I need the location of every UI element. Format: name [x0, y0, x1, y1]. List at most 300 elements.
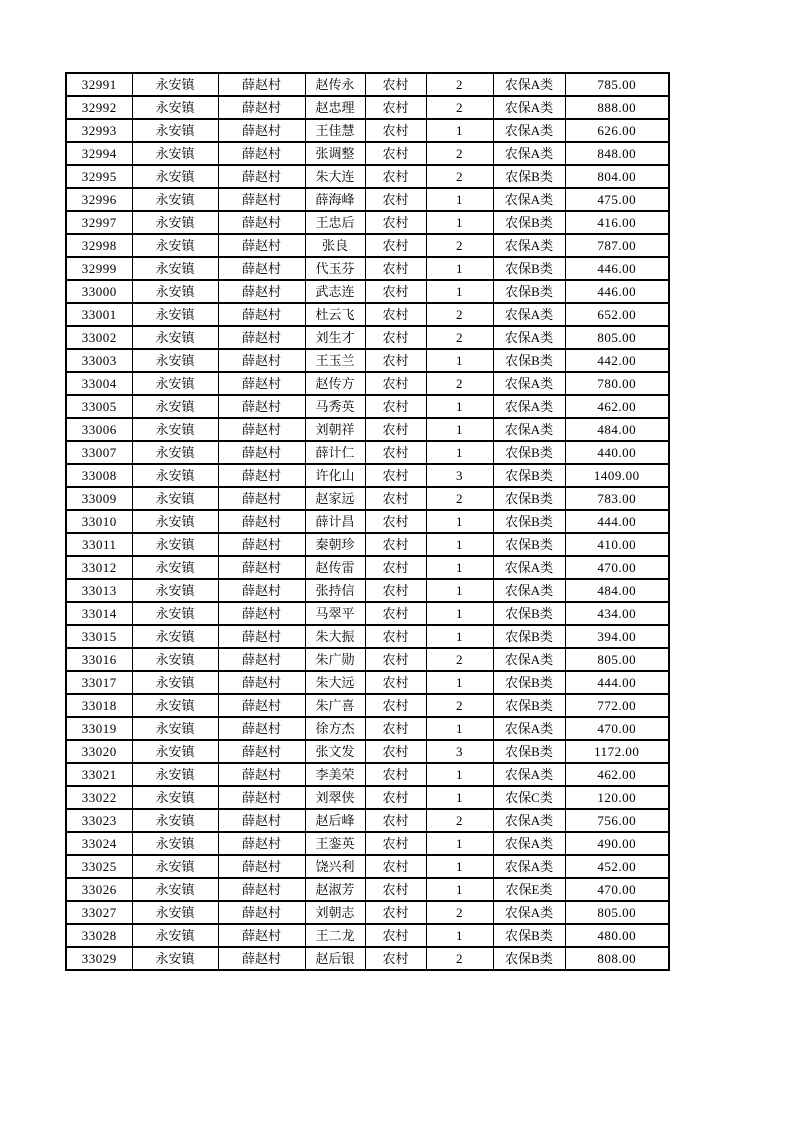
- table-row: [66, 234, 669, 257]
- cell-town: 永安镇: [132, 303, 218, 326]
- cell-person-name: 杜云飞: [305, 303, 365, 326]
- cell-record-id: 33015: [66, 625, 132, 648]
- cell-household-type: 农村: [365, 303, 426, 326]
- table-row: [66, 510, 669, 533]
- cell-household-type: 农村: [365, 556, 426, 579]
- cell-person-count: 1: [426, 510, 493, 533]
- cell-amount: 480.00: [565, 924, 669, 947]
- cell-insurance-category: 农保A类: [493, 648, 565, 671]
- cell-record-id: 33021: [66, 763, 132, 786]
- cell-amount: 446.00: [565, 257, 669, 280]
- cell-amount: 756.00: [565, 809, 669, 832]
- cell-household-type: 农村: [365, 901, 426, 924]
- cell-person-count: 1: [426, 717, 493, 740]
- cell-household-type: 农村: [365, 188, 426, 211]
- cell-village: 薛赵村: [218, 901, 305, 924]
- cell-village: 薛赵村: [218, 648, 305, 671]
- cell-amount: 772.00: [565, 694, 669, 717]
- cell-amount: 470.00: [565, 878, 669, 901]
- cell-person-count: 1: [426, 556, 493, 579]
- cell-person-count: 1: [426, 418, 493, 441]
- table-row: [66, 625, 669, 648]
- cell-insurance-category: 农保B类: [493, 165, 565, 188]
- cell-amount: 626.00: [565, 119, 669, 142]
- cell-town: 永安镇: [132, 280, 218, 303]
- table-body: [66, 73, 669, 970]
- cell-insurance-category: 农保B类: [493, 487, 565, 510]
- cell-village: 薛赵村: [218, 625, 305, 648]
- cell-person-name: 武志连: [305, 280, 365, 303]
- table-row: [66, 257, 669, 280]
- cell-amount: 848.00: [565, 142, 669, 165]
- cell-person-count: 1: [426, 625, 493, 648]
- table-row: [66, 418, 669, 441]
- cell-person-name: 王忠后: [305, 211, 365, 234]
- cell-insurance-category: 农保A类: [493, 855, 565, 878]
- cell-amount: 785.00: [565, 73, 669, 96]
- cell-person-name: 朱大振: [305, 625, 365, 648]
- cell-insurance-category: 农保A类: [493, 326, 565, 349]
- table-row: [66, 142, 669, 165]
- cell-amount: 484.00: [565, 579, 669, 602]
- cell-amount: 787.00: [565, 234, 669, 257]
- cell-insurance-category: 农保B类: [493, 924, 565, 947]
- cell-record-id: 33019: [66, 717, 132, 740]
- cell-record-id: 33009: [66, 487, 132, 510]
- cell-record-id: 33025: [66, 855, 132, 878]
- cell-household-type: 农村: [365, 96, 426, 119]
- cell-person-count: 2: [426, 901, 493, 924]
- cell-person-name: 王銮英: [305, 832, 365, 855]
- table-row: [66, 763, 669, 786]
- cell-person-name: 刘朝祥: [305, 418, 365, 441]
- cell-household-type: 农村: [365, 924, 426, 947]
- cell-person-name: 朱广勋: [305, 648, 365, 671]
- table-row: [66, 855, 669, 878]
- cell-person-name: 薛计昌: [305, 510, 365, 533]
- table-row: [66, 349, 669, 372]
- cell-village: 薛赵村: [218, 165, 305, 188]
- cell-village: 薛赵村: [218, 717, 305, 740]
- cell-person-name: 刘朝志: [305, 901, 365, 924]
- cell-town: 永安镇: [132, 717, 218, 740]
- cell-amount: 780.00: [565, 372, 669, 395]
- cell-household-type: 农村: [365, 717, 426, 740]
- cell-record-id: 33018: [66, 694, 132, 717]
- cell-record-id: 32998: [66, 234, 132, 257]
- cell-village: 薛赵村: [218, 418, 305, 441]
- cell-village: 薛赵村: [218, 740, 305, 763]
- cell-person-count: 1: [426, 579, 493, 602]
- cell-person-count: 2: [426, 73, 493, 96]
- cell-record-id: 33006: [66, 418, 132, 441]
- cell-amount: 805.00: [565, 901, 669, 924]
- cell-record-id: 32994: [66, 142, 132, 165]
- table-row: [66, 96, 669, 119]
- cell-person-count: 2: [426, 809, 493, 832]
- cell-village: 薛赵村: [218, 464, 305, 487]
- table-row: [66, 395, 669, 418]
- table-row: [66, 648, 669, 671]
- cell-record-id: 33008: [66, 464, 132, 487]
- cell-insurance-category: 农保A类: [493, 372, 565, 395]
- cell-household-type: 农村: [365, 763, 426, 786]
- cell-insurance-category: 农保A类: [493, 901, 565, 924]
- cell-town: 永安镇: [132, 855, 218, 878]
- cell-insurance-category: 农保A类: [493, 579, 565, 602]
- cell-insurance-category: 农保B类: [493, 510, 565, 533]
- cell-town: 永安镇: [132, 73, 218, 96]
- cell-village: 薛赵村: [218, 257, 305, 280]
- table-row: [66, 372, 669, 395]
- cell-amount: 805.00: [565, 648, 669, 671]
- cell-person-name: 刘翠侠: [305, 786, 365, 809]
- cell-village: 薛赵村: [218, 395, 305, 418]
- cell-town: 永安镇: [132, 326, 218, 349]
- cell-village: 薛赵村: [218, 372, 305, 395]
- cell-village: 薛赵村: [218, 878, 305, 901]
- cell-record-id: 33012: [66, 556, 132, 579]
- cell-town: 永安镇: [132, 395, 218, 418]
- cell-person-name: 赵忠理: [305, 96, 365, 119]
- cell-person-name: 王二龙: [305, 924, 365, 947]
- cell-person-count: 1: [426, 786, 493, 809]
- cell-town: 永安镇: [132, 418, 218, 441]
- cell-village: 薛赵村: [218, 832, 305, 855]
- cell-record-id: 33004: [66, 372, 132, 395]
- cell-record-id: 33022: [66, 786, 132, 809]
- cell-insurance-category: 农保A类: [493, 809, 565, 832]
- cell-village: 薛赵村: [218, 119, 305, 142]
- pension-roster-table: [65, 72, 670, 971]
- cell-village: 薛赵村: [218, 349, 305, 372]
- cell-town: 永安镇: [132, 188, 218, 211]
- cell-person-count: 1: [426, 280, 493, 303]
- cell-village: 薛赵村: [218, 602, 305, 625]
- cell-person-count: 3: [426, 740, 493, 763]
- cell-person-name: 赵后峰: [305, 809, 365, 832]
- cell-amount: 490.00: [565, 832, 669, 855]
- cell-household-type: 农村: [365, 234, 426, 257]
- cell-record-id: 33001: [66, 303, 132, 326]
- cell-person-count: 1: [426, 257, 493, 280]
- table-row: [66, 740, 669, 763]
- cell-person-name: 李美荣: [305, 763, 365, 786]
- cell-household-type: 农村: [365, 533, 426, 556]
- table-row: [66, 878, 669, 901]
- cell-amount: 1409.00: [565, 464, 669, 487]
- cell-household-type: 农村: [365, 395, 426, 418]
- cell-town: 永安镇: [132, 924, 218, 947]
- cell-village: 薛赵村: [218, 763, 305, 786]
- cell-household-type: 农村: [365, 326, 426, 349]
- table-row: [66, 579, 669, 602]
- cell-town: 永安镇: [132, 510, 218, 533]
- table-row: [66, 211, 669, 234]
- cell-person-name: 许化山: [305, 464, 365, 487]
- cell-household-type: 农村: [365, 372, 426, 395]
- cell-household-type: 农村: [365, 349, 426, 372]
- cell-insurance-category: 农保C类: [493, 786, 565, 809]
- cell-amount: 652.00: [565, 303, 669, 326]
- cell-village: 薛赵村: [218, 579, 305, 602]
- cell-insurance-category: 农保E类: [493, 878, 565, 901]
- cell-town: 永安镇: [132, 671, 218, 694]
- cell-village: 薛赵村: [218, 694, 305, 717]
- cell-record-id: 33011: [66, 533, 132, 556]
- cell-village: 薛赵村: [218, 441, 305, 464]
- cell-person-name: 赵传永: [305, 73, 365, 96]
- cell-insurance-category: 农保B类: [493, 441, 565, 464]
- cell-village: 薛赵村: [218, 303, 305, 326]
- cell-village: 薛赵村: [218, 924, 305, 947]
- cell-household-type: 农村: [365, 855, 426, 878]
- cell-record-id: 32991: [66, 73, 132, 96]
- cell-person-name: 薛海峰: [305, 188, 365, 211]
- cell-insurance-category: 农保B类: [493, 257, 565, 280]
- cell-village: 薛赵村: [218, 326, 305, 349]
- cell-amount: 416.00: [565, 211, 669, 234]
- table-row: [66, 901, 669, 924]
- cell-person-count: 1: [426, 832, 493, 855]
- cell-person-name: 秦朝珍: [305, 533, 365, 556]
- cell-household-type: 农村: [365, 648, 426, 671]
- table-row: [66, 119, 669, 142]
- cell-insurance-category: 农保A类: [493, 142, 565, 165]
- table-row: [66, 533, 669, 556]
- cell-person-name: 薛计仁: [305, 441, 365, 464]
- cell-insurance-category: 农保B类: [493, 740, 565, 763]
- table-row: [66, 303, 669, 326]
- cell-town: 永安镇: [132, 786, 218, 809]
- cell-town: 永安镇: [132, 694, 218, 717]
- cell-household-type: 农村: [365, 165, 426, 188]
- cell-town: 永安镇: [132, 740, 218, 763]
- cell-record-id: 32995: [66, 165, 132, 188]
- cell-amount: 783.00: [565, 487, 669, 510]
- cell-household-type: 农村: [365, 671, 426, 694]
- cell-person-count: 1: [426, 855, 493, 878]
- cell-amount: 410.00: [565, 533, 669, 556]
- cell-household-type: 农村: [365, 464, 426, 487]
- cell-person-name: 马翠平: [305, 602, 365, 625]
- cell-insurance-category: 农保B类: [493, 602, 565, 625]
- cell-village: 薛赵村: [218, 855, 305, 878]
- cell-record-id: 32992: [66, 96, 132, 119]
- cell-amount: 475.00: [565, 188, 669, 211]
- cell-person-name: 王佳慧: [305, 119, 365, 142]
- cell-insurance-category: 农保A类: [493, 234, 565, 257]
- cell-insurance-category: 农保A类: [493, 73, 565, 96]
- cell-record-id: 32997: [66, 211, 132, 234]
- cell-person-name: 朱广喜: [305, 694, 365, 717]
- cell-person-name: 刘生才: [305, 326, 365, 349]
- cell-person-count: 3: [426, 464, 493, 487]
- cell-record-id: 33026: [66, 878, 132, 901]
- cell-town: 永安镇: [132, 901, 218, 924]
- cell-insurance-category: 农保B类: [493, 533, 565, 556]
- cell-household-type: 农村: [365, 625, 426, 648]
- cell-town: 永安镇: [132, 165, 218, 188]
- cell-amount: 444.00: [565, 510, 669, 533]
- cell-record-id: 33002: [66, 326, 132, 349]
- cell-town: 永安镇: [132, 947, 218, 970]
- cell-village: 薛赵村: [218, 786, 305, 809]
- cell-town: 永安镇: [132, 349, 218, 372]
- cell-household-type: 农村: [365, 602, 426, 625]
- table-row: [66, 326, 669, 349]
- cell-record-id: 33023: [66, 809, 132, 832]
- cell-household-type: 农村: [365, 510, 426, 533]
- cell-person-count: 1: [426, 533, 493, 556]
- cell-insurance-category: 农保A类: [493, 119, 565, 142]
- cell-village: 薛赵村: [218, 73, 305, 96]
- table-row: [66, 441, 669, 464]
- cell-amount: 446.00: [565, 280, 669, 303]
- table-row: [66, 487, 669, 510]
- cell-insurance-category: 农保B类: [493, 625, 565, 648]
- table-row: [66, 832, 669, 855]
- cell-person-count: 2: [426, 947, 493, 970]
- table-row: [66, 809, 669, 832]
- cell-household-type: 农村: [365, 418, 426, 441]
- cell-insurance-category: 农保B类: [493, 671, 565, 694]
- cell-household-type: 农村: [365, 832, 426, 855]
- cell-person-name: 张良: [305, 234, 365, 257]
- cell-record-id: 33005: [66, 395, 132, 418]
- cell-amount: 470.00: [565, 717, 669, 740]
- cell-record-id: 33003: [66, 349, 132, 372]
- cell-insurance-category: 农保A类: [493, 717, 565, 740]
- cell-amount: 444.00: [565, 671, 669, 694]
- cell-insurance-category: 农保A类: [493, 303, 565, 326]
- cell-person-count: 2: [426, 694, 493, 717]
- cell-village: 薛赵村: [218, 188, 305, 211]
- cell-person-name: 饶兴利: [305, 855, 365, 878]
- cell-record-id: 33029: [66, 947, 132, 970]
- cell-town: 永安镇: [132, 625, 218, 648]
- cell-household-type: 农村: [365, 878, 426, 901]
- cell-person-count: 1: [426, 924, 493, 947]
- cell-amount: 484.00: [565, 418, 669, 441]
- cell-household-type: 农村: [365, 809, 426, 832]
- cell-household-type: 农村: [365, 257, 426, 280]
- cell-person-count: 1: [426, 602, 493, 625]
- table-row: [66, 717, 669, 740]
- cell-household-type: 农村: [365, 694, 426, 717]
- cell-village: 薛赵村: [218, 510, 305, 533]
- cell-person-name: 王玉兰: [305, 349, 365, 372]
- cell-amount: 394.00: [565, 625, 669, 648]
- cell-person-name: 朱大连: [305, 165, 365, 188]
- cell-household-type: 农村: [365, 487, 426, 510]
- cell-village: 薛赵村: [218, 947, 305, 970]
- cell-person-count: 2: [426, 165, 493, 188]
- cell-village: 薛赵村: [218, 809, 305, 832]
- cell-amount: 452.00: [565, 855, 669, 878]
- cell-record-id: 33013: [66, 579, 132, 602]
- cell-person-name: 徐方杰: [305, 717, 365, 740]
- cell-household-type: 农村: [365, 211, 426, 234]
- cell-village: 薛赵村: [218, 556, 305, 579]
- cell-record-id: 33017: [66, 671, 132, 694]
- cell-person-count: 1: [426, 671, 493, 694]
- cell-village: 薛赵村: [218, 211, 305, 234]
- cell-town: 永安镇: [132, 602, 218, 625]
- cell-insurance-category: 农保A类: [493, 832, 565, 855]
- table-row: [66, 165, 669, 188]
- cell-person-name: 张持信: [305, 579, 365, 602]
- cell-record-id: 33024: [66, 832, 132, 855]
- cell-village: 薛赵村: [218, 533, 305, 556]
- cell-town: 永安镇: [132, 441, 218, 464]
- cell-amount: 470.00: [565, 556, 669, 579]
- cell-amount: 440.00: [565, 441, 669, 464]
- cell-amount: 1172.00: [565, 740, 669, 763]
- cell-town: 永安镇: [132, 556, 218, 579]
- cell-town: 永安镇: [132, 96, 218, 119]
- cell-insurance-category: 农保B类: [493, 464, 565, 487]
- cell-amount: 434.00: [565, 602, 669, 625]
- table-row: [66, 694, 669, 717]
- cell-household-type: 农村: [365, 119, 426, 142]
- table-row: [66, 188, 669, 211]
- cell-village: 薛赵村: [218, 280, 305, 303]
- cell-insurance-category: 农保B类: [493, 694, 565, 717]
- cell-household-type: 农村: [365, 579, 426, 602]
- cell-person-count: 1: [426, 395, 493, 418]
- cell-record-id: 32999: [66, 257, 132, 280]
- cell-town: 永安镇: [132, 878, 218, 901]
- table-row: [66, 671, 669, 694]
- table-row: [66, 464, 669, 487]
- cell-village: 薛赵村: [218, 142, 305, 165]
- cell-person-count: 2: [426, 326, 493, 349]
- cell-person-name: 代玉芬: [305, 257, 365, 280]
- cell-town: 永安镇: [132, 234, 218, 257]
- cell-town: 永安镇: [132, 119, 218, 142]
- cell-village: 薛赵村: [218, 234, 305, 257]
- cell-town: 永安镇: [132, 648, 218, 671]
- table-row: [66, 786, 669, 809]
- cell-town: 永安镇: [132, 464, 218, 487]
- cell-town: 永安镇: [132, 763, 218, 786]
- cell-town: 永安镇: [132, 257, 218, 280]
- cell-person-name: 赵家远: [305, 487, 365, 510]
- cell-household-type: 农村: [365, 441, 426, 464]
- cell-amount: 462.00: [565, 763, 669, 786]
- cell-town: 永安镇: [132, 142, 218, 165]
- cell-person-count: 1: [426, 878, 493, 901]
- cell-person-name: 赵淑芳: [305, 878, 365, 901]
- cell-insurance-category: 农保A类: [493, 188, 565, 211]
- cell-village: 薛赵村: [218, 671, 305, 694]
- cell-insurance-category: 农保A类: [493, 556, 565, 579]
- cell-town: 永安镇: [132, 832, 218, 855]
- cell-person-name: 张文发: [305, 740, 365, 763]
- cell-person-count: 1: [426, 763, 493, 786]
- cell-insurance-category: 农保A类: [493, 395, 565, 418]
- cell-person-count: 2: [426, 372, 493, 395]
- cell-town: 永安镇: [132, 809, 218, 832]
- cell-record-id: 33007: [66, 441, 132, 464]
- cell-person-count: 1: [426, 188, 493, 211]
- cell-record-id: 33020: [66, 740, 132, 763]
- cell-town: 永安镇: [132, 487, 218, 510]
- cell-person-name: 赵传雷: [305, 556, 365, 579]
- cell-amount: 808.00: [565, 947, 669, 970]
- cell-insurance-category: 农保B类: [493, 947, 565, 970]
